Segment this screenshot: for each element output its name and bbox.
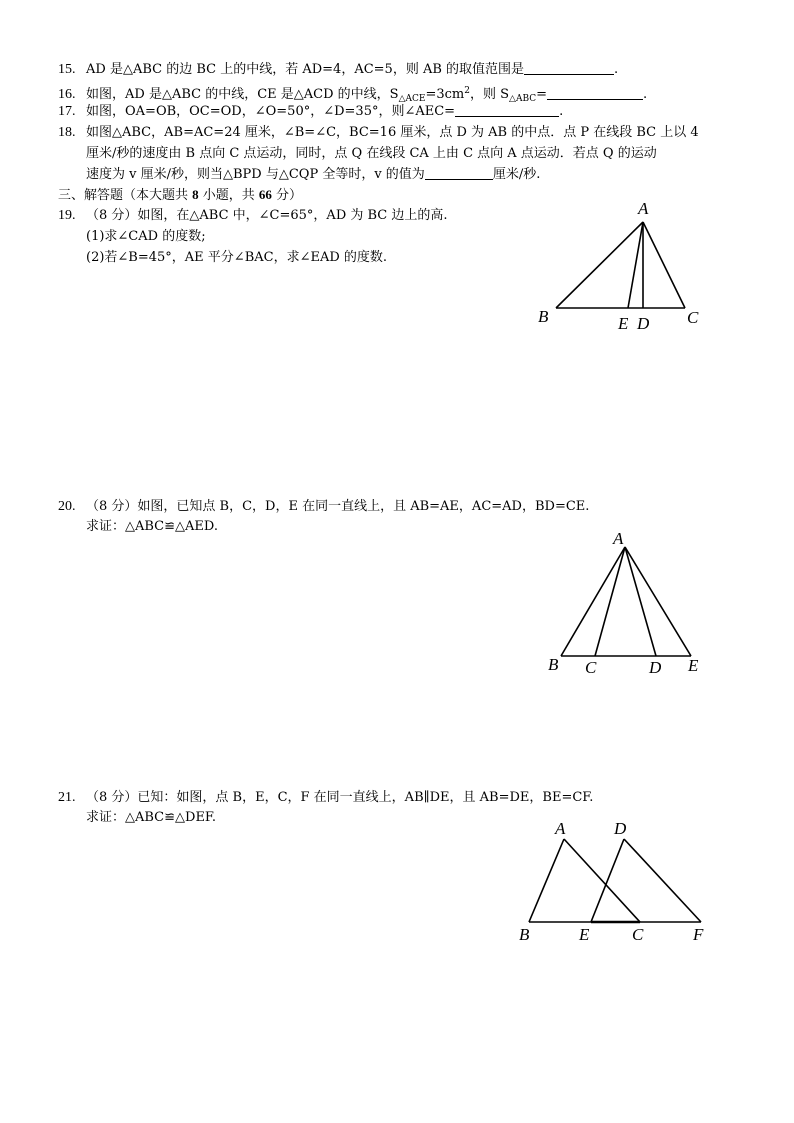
segment-ad [625,547,656,656]
question-17: 17. 如图，OA=OB，OC=OD，∠O=50°，∠D=35°，则∠AEC= . [58,102,563,122]
figure-q21-triangles [515,815,715,950]
answer-blank[interactable] [455,102,559,117]
segment-df [624,839,701,922]
question-number: 15. [58,62,76,77]
question-18-line-3: 速度为 v 厘米/秒，则当△BPD 与△CQP 全等时，v 的值为 厘米/秒. [86,167,541,182]
answer-blank[interactable] [524,60,614,75]
segment-de [591,839,624,922]
question-16: 16. 如图，AD 是△ABC 的中线，CE 是△ACD 的中线，$S_{\triangle ACE}=3cm^2$，则 $S_{\triangle ABC}=$ . [58,86,648,104]
section-heading: 三、解答题（本大题共 8 小题，共 66 分） [58,187,303,203]
label-c: C [687,308,699,327]
label-b: B [538,307,549,326]
question-number: 17. [58,104,76,119]
segment-ac [564,839,640,922]
answer-blank[interactable] [425,165,493,180]
figure-q20-triangle [540,525,720,680]
question-19-part-1: (1)求∠CAD 的度数; [86,229,206,244]
question-20: 20. （8 分）如图，已知点 B，C，D，E 在同一直线上，且 AB=AE，AC=AD，BD=CE. [58,497,589,517]
question-21: 21. （8 分）已知：如图，点 B，E，C，F 在同一直线上，AB∥DE，且 AB=DE，BE=CF. [58,788,593,808]
label-e: E [618,314,629,333]
answer-blank[interactable] [547,85,643,100]
question-18-line-2: 厘米/秒的速度由 B 点向 C 点运动，同时，点 Q 在线段 CA 上由 C 点向 A 点运动．若点 Q 的运动 [86,146,657,161]
segment-ae [625,547,691,656]
question-18: 18. 如图△ABC，AB=AC=24 厘米，∠B=∠C，BC=16 厘米，点 D 为 AB 的中点．点 P 在线段 BC 上以 4 [58,123,699,143]
segment-ac [643,222,685,308]
label-a: A [613,529,624,548]
question-21-prove: 求证：△ABC≌△DEF. [86,810,217,825]
label-e: E [688,656,699,675]
question-number: 20. [58,499,76,514]
question-number: 19. [58,208,76,223]
label-e: E [579,925,590,944]
question-15: 15. AD 是△ABC 的边 BC 上的中线，若 AD=4，AC=5，则 AB 的取值范围是 . [58,60,618,80]
label-d: D [614,819,627,838]
label-a: A [555,819,566,838]
label-c: C [585,658,597,677]
label-d: D [637,314,650,333]
figure-q19-triangle [530,195,710,335]
question-number: 18. [58,125,76,140]
question-20-prove: 求证：△ABC≌△AED. [86,519,218,534]
question-text: AD 是△ABC 的边 BC 上的中线，若 AD=4，AC=5，则 AB 的取值范围是 [86,62,525,77]
label-b: B [519,925,530,944]
question-19: 19. （8 分）如图，在△ABC 中，∠C=65°，AD 为 BC 边上的高. [58,206,448,226]
question-number: 16. [58,87,76,102]
label-a: A [638,199,649,218]
question-number: 21. [58,790,76,805]
segment-ab [561,547,625,656]
segment-ab [529,839,564,922]
label-d: D [649,658,662,677]
segment-ac [595,547,625,656]
question-19-part-2: (2)若∠B=45°，AE 平分∠BAC，求∠EAD 的度数. [86,250,388,265]
label-c: C [632,925,644,944]
label-f: F [693,925,704,944]
label-b: B [548,655,559,674]
question-text: 如图，OA=OB，OC=OD，∠O=50°，∠D=35°，则∠AEC= [86,104,456,119]
